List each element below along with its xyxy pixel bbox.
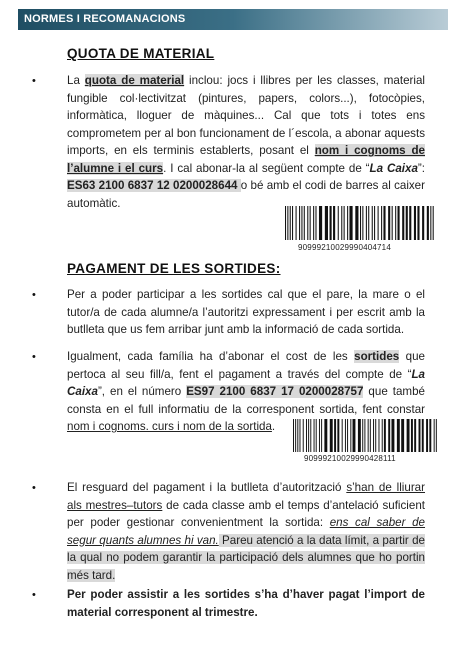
barcode-bar — [426, 419, 428, 452]
barcode-bar — [307, 206, 308, 240]
barcode-bar — [341, 206, 342, 240]
barcode-bar — [319, 206, 322, 240]
barcode-bar — [419, 419, 421, 452]
barcode-bar — [391, 419, 394, 452]
barcode-bar — [297, 419, 298, 452]
barcode-bar — [362, 206, 363, 240]
barcode-bar — [324, 419, 327, 452]
barcode-bar — [436, 419, 437, 452]
barcode-bar — [422, 419, 424, 452]
barcode-bar — [395, 206, 396, 240]
barcode-bar — [427, 206, 429, 240]
barcode-bar — [366, 206, 367, 240]
bullet-1: • — [32, 75, 36, 87]
barcode-bar — [434, 419, 435, 452]
bullet-2: • — [32, 289, 36, 301]
header-bar — [18, 9, 448, 30]
barcode-bar — [334, 419, 336, 452]
barcode-bar — [314, 419, 315, 452]
barcode-bar — [414, 206, 416, 240]
barcode-bar — [301, 206, 302, 240]
sortides-autoritzacio-paragraph: Per a poder participar a les sortides cal que el pare, la mare o el tutor/a de cada alumne/a l’autoritzi expressament i per escrit amb la butlleta que us fem arribar junt amb la informació de cada sortida. — [67, 288, 425, 336]
barcode-bar — [372, 206, 373, 240]
barcode-bar — [292, 206, 293, 240]
barcode-bar — [406, 206, 408, 240]
barcode-bar — [392, 206, 393, 240]
barcode-bar — [417, 206, 419, 240]
barcode-bar — [330, 206, 332, 240]
barcode-bar — [388, 206, 390, 240]
barcode-bar — [319, 419, 320, 452]
barcode-bar — [397, 419, 400, 452]
barcode-bar — [285, 206, 286, 240]
barcode-bar — [304, 206, 305, 240]
barcode-bar — [295, 419, 296, 452]
barcode-bar — [345, 419, 346, 452]
header-title: NORMES I RECOMANACIONS — [24, 13, 186, 25]
barcode-bar — [338, 206, 339, 240]
barcode-quota-number: 90999210029990404714 — [298, 243, 391, 252]
barcode-bar — [388, 419, 390, 452]
barcode-quota — [285, 206, 435, 240]
barcode-bar — [360, 206, 361, 240]
barcode-bar — [316, 419, 317, 452]
barcode-bar — [378, 419, 379, 452]
barcode-bar — [384, 419, 386, 452]
quota-paragraph: La quota de material inclou: jocs i llibres per les classes, material fungible col·lectivitzat (pintures, papers, colors...), fotocòpies, informàtica, lloguer de màquines... Cal que tots i totes ens comprometem per al bon funcionament de l´escola, a abonar aquests imports, en els terminis establerts, posant el nom i cognoms de l’alumne i el curs. I cal abonar-la al següent compte de “La Caixa”: ES63 2100 6837 12 0200028644 o bé amb el codi de barres al caixer automàtic. — [67, 74, 425, 210]
barcode-bar — [355, 206, 358, 240]
barcode-bar — [414, 419, 416, 452]
barcode-bar — [299, 206, 300, 240]
barcode-bar — [375, 419, 376, 452]
quota-heading: QUOTA DE MATERIAL — [67, 46, 215, 61]
barcode-bar — [358, 419, 361, 452]
barcode-bar — [402, 206, 404, 240]
resguard-paragraph: El resguard del pagament i la butlleta d’autorització s’han de lliurar als mestres–tutors de cada classe amb el temps d’antelació suficient per poder gestionar convenientment la sortida: ens cal saber de segur quants alumnes hi van. Pareu atenció a la data límit, a partir de la qual no podem garantir la participació dels alumnes que ho portin més tard. — [67, 481, 426, 582]
barcode-bar — [306, 419, 307, 452]
barcode-bar — [401, 419, 404, 452]
barcode-bar — [368, 419, 369, 452]
barcode-bar — [430, 206, 431, 240]
pagament-heading: PAGAMENT DE LES SORTIDES: — [67, 261, 281, 276]
barcode-bar — [429, 419, 431, 452]
barcode-bar — [347, 419, 348, 452]
barcode-bar — [287, 206, 288, 240]
barcode-bar — [342, 419, 343, 452]
barcode-bar — [333, 206, 335, 240]
barcode-bar — [344, 206, 345, 240]
barcode-bar — [296, 206, 297, 240]
barcode-bar — [407, 419, 410, 452]
barcode-bar — [383, 206, 385, 240]
barcode-bar — [374, 206, 375, 240]
barcode-bar — [290, 206, 291, 240]
bullet-3: • — [32, 351, 36, 363]
barcode-bar — [293, 419, 294, 452]
bullet-5: • — [32, 589, 36, 601]
barcode-sortides — [293, 419, 438, 452]
barcode-bar — [325, 206, 328, 240]
barcode-bar — [353, 419, 356, 452]
barcode-bar — [381, 206, 382, 240]
barcode-bar — [313, 206, 314, 240]
barcode-bar — [347, 206, 348, 240]
barcode-bar — [378, 206, 379, 240]
assistencia-paragraph: Per poder assistir a les sortides s’ha d’haver pagat l’import de material corresponent al trimestre. — [67, 588, 425, 619]
barcode-bar — [337, 419, 339, 452]
bullet-4: • — [32, 482, 36, 494]
barcode-bar — [382, 419, 383, 452]
barcode-bar — [370, 419, 371, 452]
barcode-bar — [350, 419, 351, 452]
barcode-bar — [349, 206, 352, 240]
barcode-bar — [362, 419, 363, 452]
barcode-bar — [411, 419, 413, 452]
sortides-pagament-paragraph: Igualment, cada família ha d’abonar el cost de les sortides que pertoca al seu fill/a, fent el pagament a través del compte de “La Caixa”, en el número ES97 2100 6837 17 0200028757 que també consta en el full informatiu de la corresponent sortida, fent constar nom i cognoms. curs i nom de la sortida. — [67, 350, 425, 433]
barcode-bar — [422, 206, 424, 240]
barcode-bar — [321, 419, 322, 452]
barcode-bar — [409, 206, 411, 240]
barcode-bar — [310, 206, 311, 240]
barcode-bar — [303, 419, 304, 452]
barcode-bar — [315, 206, 316, 240]
barcode-bar — [373, 419, 374, 452]
barcode-bar — [364, 419, 365, 452]
barcode-bar — [433, 206, 434, 240]
barcode-bar — [368, 206, 369, 240]
barcode-bar — [299, 419, 300, 452]
barcode-sortides-number: 90999210029990428111 — [304, 454, 396, 463]
barcode-bar — [310, 419, 311, 452]
barcode-bar — [330, 419, 333, 452]
barcode-bar — [308, 419, 309, 452]
barcode-bar — [398, 206, 400, 240]
